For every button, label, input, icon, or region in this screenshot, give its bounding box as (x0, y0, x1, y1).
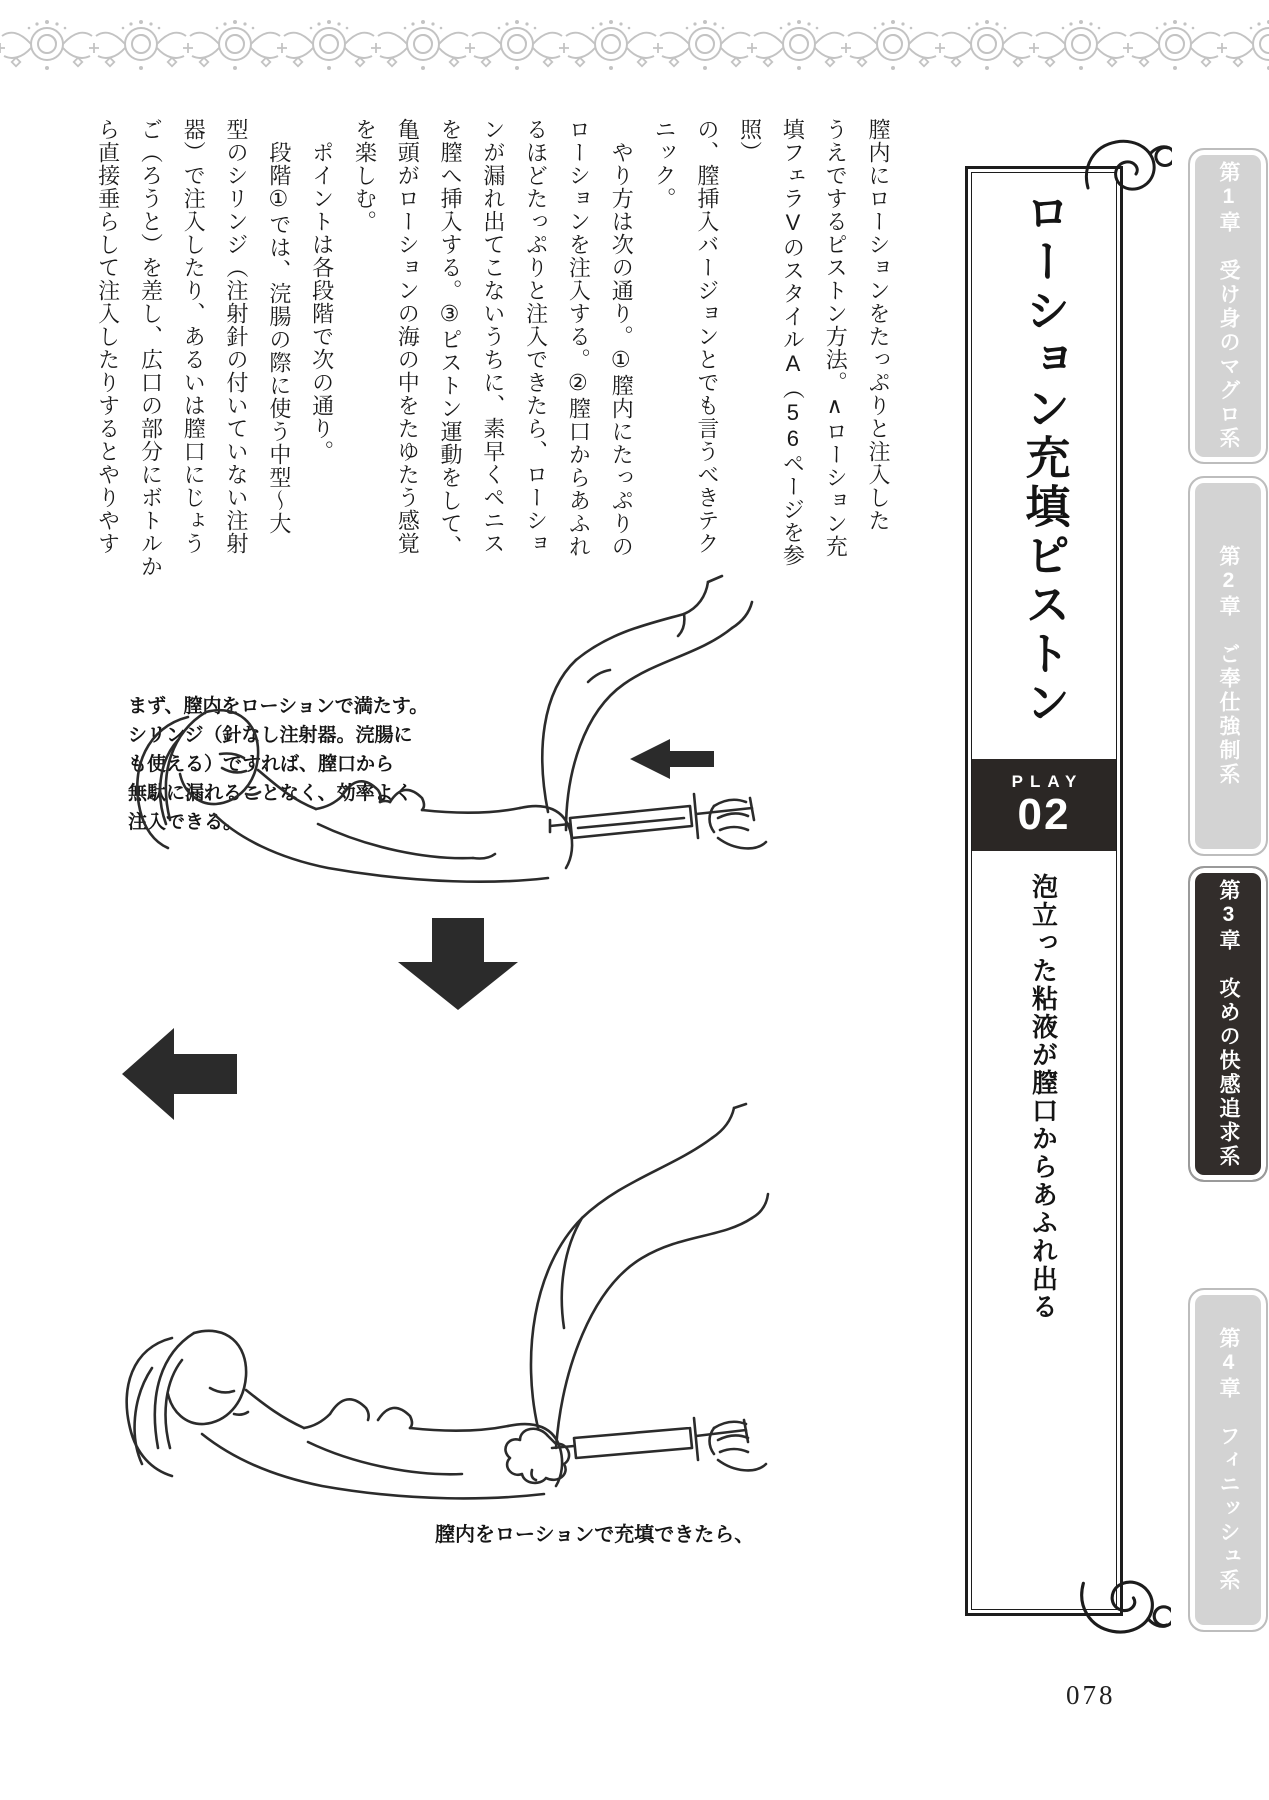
play-number: 02 (1017, 789, 1071, 839)
play-label: PLAY (1011, 771, 1084, 791)
article-column: を楽しむ。 (352, 118, 378, 233)
article-column: 器）で注入したり、あるいは膣口にじょう (181, 118, 207, 555)
chapter-tab-2 (1188, 476, 1268, 856)
chapter-tab-label: 第4章 フィニッシュ系 (1217, 1327, 1240, 1593)
article-column: 膣内にローションをたっぷりと注入した (866, 118, 891, 532)
illustration-step1 (118, 562, 768, 907)
arrow-down-icon (398, 918, 518, 1010)
lace-border-ornament (0, 14, 1269, 78)
article-column: ご（ろうと）を差し、広口の部分にボトルか (138, 118, 164, 578)
article-column: 型のシリンジ（注射針の付いていない注射 (224, 118, 250, 555)
illustration-step2 (112, 1008, 772, 1533)
article-column: やり方は次の通り。①膣内にたっぷりの (609, 118, 635, 558)
article-column: ら直接垂らして注入したりするとやりやす (95, 118, 121, 555)
chapter-tab-label: 第2章 ご奉仕強制系 (1217, 545, 1240, 787)
article-column: ンが漏れ出てこないうちに、素早くペニス (480, 118, 506, 555)
article-column: を膣へ挿入する。③ピストン運動をして、 (438, 118, 464, 558)
intro-caption-line: も使える）ですれば、膣口から (128, 754, 395, 775)
intro-caption-line: シリンジ（針なし注射器。浣腸に (128, 725, 413, 746)
page-subtitle: 泡立った粘液が膣口からあふれ出る (1028, 873, 1059, 1321)
chapter-tab-4 (1188, 1288, 1268, 1632)
intro-caption-line: 無駄に漏れることなく、効率よく (128, 783, 413, 804)
article-column: 填フェラVのスタイルA（56ページを参照） (737, 118, 806, 567)
article-column: 段階①では、浣腸の際に使う中型～大 (266, 118, 292, 535)
article-column: るほどたっぷりと注入できたら、ローショ (523, 118, 549, 555)
article-body (95, 118, 899, 586)
play-number-box (972, 759, 1116, 851)
page-title: ローション充填ピストン (1018, 189, 1070, 728)
intro-caption-line: まず、膣内をローションで満たす。 (128, 696, 429, 717)
chapter-tab-label: 第1章 受け身のマグロ系 (1217, 161, 1240, 451)
next-step-caption: 膣内をローションで充填できたら、 (435, 1524, 755, 1546)
article-column: ローションを注入する。②膣口からあふれ (566, 118, 592, 558)
article-column: ポイントは各段階で次の通り。 (309, 118, 335, 463)
article-column: ニック。 (652, 118, 678, 210)
chapter-tab-1 (1188, 148, 1268, 464)
intro-caption-line: 注入できる。 (128, 812, 243, 833)
article-column: 亀頭がローションの海の中をたゆたう感覚 (395, 118, 421, 555)
title-banner-frame (971, 172, 1117, 1610)
corner-flourish-icon (1080, 126, 1172, 218)
chapter-tab-label: 第3章 攻めの快感追求系 (1217, 879, 1240, 1169)
page-number: 078 (1066, 1680, 1116, 1710)
article-column: うえでするピストン方法。∧ローション充 (823, 118, 849, 558)
chapter-tab-3-active (1188, 866, 1268, 1182)
inject-direction-arrow-icon (630, 739, 714, 779)
article-column: の、膣挿入バージョンとでも言うべきテク (694, 118, 720, 555)
corner-flourish-icon (1075, 1552, 1171, 1648)
title-banner (965, 166, 1123, 1616)
